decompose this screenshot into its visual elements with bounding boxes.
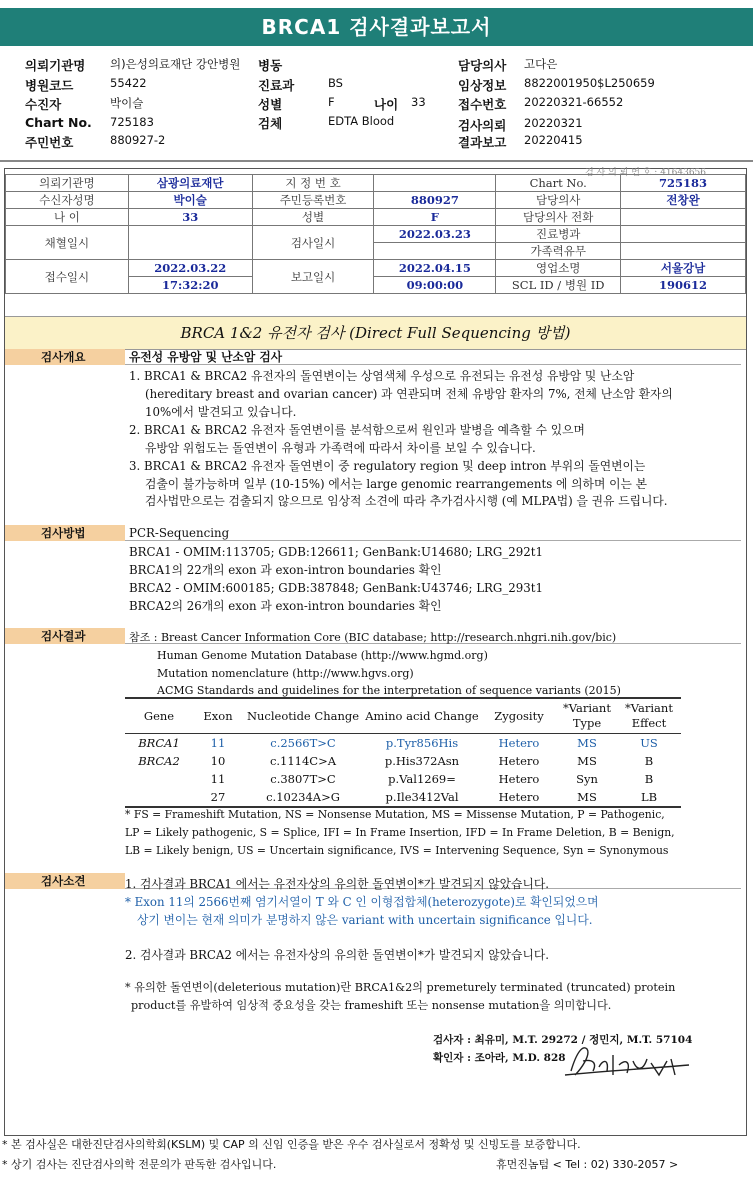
cell: 의뢰기관명 <box>6 175 129 192</box>
method-line: BRCA1의 22개의 exon 과 exon-intron boundaries 확인 <box>129 563 442 577</box>
reference-line: Mutation nomenclature (http://www.hgvs.org) <box>157 667 414 680</box>
cell <box>125 770 193 788</box>
column-header: Amino acid Change <box>363 698 481 734</box>
legend-line: LP = Likely pathogenic, S = Splice, IFI = In Frame Insertion, IFD = In Frame Deletion, B = Benign, <box>125 826 675 839</box>
institution-label: 의뢰기관명 <box>25 58 86 73</box>
department-value: BS <box>328 76 343 90</box>
cell: 접수일시 <box>6 260 129 294</box>
cell: Hetero <box>498 754 540 768</box>
cell <box>621 243 746 260</box>
reference-line: Human Genome Mutation Database (http://www.hgmd.org) <box>157 649 488 662</box>
table-row <box>125 734 681 753</box>
cell: BRCA1 <box>138 736 180 750</box>
footer-contact: 휴먼진놈텀 < Tel : 02) 330-2057 > <box>496 1158 679 1171</box>
overview-label: 검사개요 <box>5 349 125 365</box>
cell: US <box>640 736 658 750</box>
cell: 담당의사 전화 <box>496 209 621 226</box>
cell: 10 <box>210 754 226 768</box>
column-header: Exon <box>193 698 243 734</box>
header-divider <box>0 160 753 162</box>
cell <box>621 209 746 226</box>
cell <box>125 788 193 807</box>
signature-image <box>563 1041 693 1081</box>
recipient-label: 수진자 <box>25 97 62 112</box>
overview-line: 검사법만으로는 검출되지 않으므로 임상적 소견에 따라 추가검사시행 (예 MLPA법) 을 권유 드립니다. <box>145 494 668 508</box>
reference-line: ACMG Standards and guidelines for the interpretation of sequence variants (2015) <box>157 684 621 697</box>
request-number-text: 검 사 의 뢰 번 호 : 41643656 <box>584 168 706 178</box>
cell: 가족력유무 <box>496 243 621 260</box>
footer-note: * 본 검사실은 대한진단검사의학회(KSLM) 및 CAP 의 신임 인증을 받은 우수 검사실로서 정확성 및 신빙도를 보증합니다. <box>2 1138 581 1151</box>
table-row <box>125 788 681 807</box>
cell: 주민등록번호 <box>252 192 374 209</box>
sex-value: F <box>328 95 335 109</box>
finding-line: 1. 검사결과 BRCA1 에서는 유전자상의 유의한 돌연변이*가 발견되지 않았습니다. <box>125 877 549 891</box>
age-value: 33 <box>411 95 426 109</box>
cell <box>621 226 746 243</box>
cell: Hetero <box>481 788 557 807</box>
finding-line: 상기 변이는 현재 의미가 분명하지 않은 variant with uncertain significance 입니다. <box>137 913 593 927</box>
column-header: *Variant Type <box>557 698 617 734</box>
chart-no-label: Chart No. <box>25 115 92 130</box>
finding-line: 2. 검사결과 BRCA2 에서는 유전자상의 유의한 돌연변이*가 발견되지 않았습니다. <box>125 948 549 962</box>
info-table <box>5 174 746 294</box>
specimen-value: EDTA Blood <box>328 114 395 128</box>
finding-line: * 유의한 돌연변이(deleterious mutation)란 BRCA1&2의 premeturely terminated (truncated) protein <box>125 981 676 994</box>
cell: 17:32:20 <box>128 277 252 294</box>
examiner-text: 검사자 : 최유미, M.T. 29272 / 정민지, M.T. 57104 <box>433 1034 693 1046</box>
cell <box>374 243 496 260</box>
overview-line: 10%에서 발견되고 있습니다. <box>145 405 297 419</box>
resident-no-label: 주민번호 <box>25 135 74 150</box>
recipient-value: 박이슬 <box>110 96 144 110</box>
footer-note: * 상기 검사는 진단검사의학 전문의가 판독한 검사입니다. <box>2 1158 277 1171</box>
cell: c.10234A>G <box>243 788 363 807</box>
section-title: BRCA 1&2 유전자 검사 (Direct Full Sequencing 방법) <box>5 316 746 350</box>
confirmer-text: 확인자 : 조아라, M.D. 828 <box>433 1052 566 1064</box>
hospital-code-value: 55422 <box>110 76 147 90</box>
cell: LB <box>617 788 681 807</box>
lab-report <box>4 168 747 1136</box>
resident-no-value: 880927-2 <box>110 133 166 147</box>
cell: SCL ID / 병원 ID <box>496 277 621 294</box>
overview-line: 검출이 불가능하며 일부 (10-15%) 에서는 large genomic rearrangements 에 의하며 이는 본 <box>145 477 648 491</box>
report-title: BRCA1 검사결과보고서 <box>0 8 753 46</box>
cell: c.2566T>C <box>270 736 336 750</box>
cell: 수신자성명 <box>6 192 129 209</box>
department-label: 진료과 <box>258 78 295 93</box>
cell: 09:00:00 <box>374 277 496 294</box>
cell: MS <box>557 788 617 807</box>
cell: 성별 <box>252 209 374 226</box>
result-label: 검사결과 <box>5 628 125 644</box>
overview-line: (hereditary breast and ovarian cancer) 과 연관되며 전체 유방암 환자의 7%, 전체 난소암 환자의 <box>145 387 673 401</box>
cell: p.Tyr856His <box>385 736 459 750</box>
overview-line: 2. BRCA1 & BRCA2 유전자 돌연변이를 분석함으로써 원인과 발병을 예측할 수 있으며 <box>129 423 585 437</box>
cell: 27 <box>193 788 243 807</box>
patient-header <box>0 50 753 154</box>
request-date-label: 검사의뢰 <box>458 118 507 133</box>
cell: Chart No. <box>496 175 621 192</box>
legend-line: * FS = Frameshift Mutation, NS = Nonsense Mutation, MS = Missense Mutation, P = Pathogenic, <box>125 808 665 821</box>
chart-no-value: 725183 <box>110 115 154 129</box>
cell: Hetero <box>498 772 540 786</box>
institution-value: 의)은성의료재단 강안병원 <box>110 57 241 71</box>
clinical-info-value: 8822001950$L250659 <box>524 76 655 90</box>
cell: Syn <box>576 772 598 786</box>
cell <box>128 226 252 260</box>
cell: p.His372Asn <box>384 754 460 768</box>
cell: 11 <box>210 772 226 786</box>
method-label: 검사방법 <box>5 525 125 541</box>
table-row <box>125 752 681 770</box>
age-label: 나이 <box>374 97 399 112</box>
cell: p.Ile3412Val <box>363 788 481 807</box>
cell: 11 <box>210 736 226 750</box>
cell: 진료병과 <box>496 226 621 243</box>
column-header: Nucleotide Change <box>243 698 363 734</box>
cell: 영업소명 <box>496 260 621 277</box>
clinical-info-label: 임상정보 <box>458 78 507 93</box>
method-line: BRCA2의 26개의 exon 과 exon-intron boundaries 확인 <box>129 599 442 613</box>
cell: p.Val1269= <box>388 772 456 786</box>
reference-line: 참조 : Breast Cancer Information Core (BIC database; http://research.nhgri.nih.gov/bic) <box>129 631 617 644</box>
cell: BRCA2 <box>138 754 180 768</box>
cell: 나 이 <box>6 209 129 226</box>
cell: 880927 <box>374 192 496 209</box>
cell: Hetero <box>498 736 540 750</box>
cell: B <box>644 754 654 768</box>
sex-label: 성별 <box>258 97 283 112</box>
cell: 검사일시 <box>252 226 374 260</box>
cell: MS <box>577 736 597 750</box>
cell: c.3807T>C <box>270 772 336 786</box>
cell: 전창완 <box>621 192 746 209</box>
method-line: BRCA2 - OMIM:600185; GDB:387848; GenBank:U43746; LRG_293t1 <box>129 581 544 595</box>
specimen-label: 검체 <box>258 116 283 131</box>
receipt-no-label: 접수번호 <box>458 97 507 112</box>
column-header: *Variant Effect <box>617 698 681 734</box>
cell: 박이슬 <box>128 192 252 209</box>
cell: 33 <box>128 209 252 226</box>
finding-line: * Exon 11의 2566번째 염기서열이 T 와 C 인 이형접합체(heterozygote)로 확인되었으며 <box>125 895 599 909</box>
cell: F <box>374 209 496 226</box>
column-header: Zygosity <box>481 698 557 734</box>
cell: 2022.03.22 <box>128 260 252 277</box>
cell: B <box>644 772 654 786</box>
legend-line: LB = Likely benign, US = Uncertain significance, IVS = Intervening Sequence, Syn = Synonymous <box>125 844 669 857</box>
table-row <box>125 770 681 788</box>
cell: 채혈일시 <box>6 226 129 260</box>
hospital-code-label: 병원코드 <box>25 78 74 93</box>
finding-line: product를 유발하여 임상적 중요성을 갖는 frameshift 또는 nonsense mutation을 의미합니다. <box>131 999 612 1012</box>
report-date-value: 20220415 <box>524 133 583 147</box>
overview-heading: 유전성 유방암 및 난소암 검사 <box>129 350 283 364</box>
cell: 삼광의료재단 <box>128 175 252 192</box>
method-line: BRCA1 - OMIM:113705; GDB:126611; GenBank:U14680; LRG_292t1 <box>129 545 544 559</box>
cell: c.1114C>A <box>269 754 337 768</box>
findings-label: 검사소견 <box>5 873 125 889</box>
cell: 2022.04.15 <box>374 260 496 277</box>
cell: 보고일시 <box>252 260 374 294</box>
receipt-no-value: 20220321-66552 <box>524 95 624 109</box>
overview-line: 3. BRCA1 & BRCA2 유전자 돌연변이 중 regulatory region 및 deep intron 부위의 돌연변이는 <box>129 459 646 473</box>
ward-label: 병동 <box>258 58 283 73</box>
cell: 725183 <box>621 175 746 192</box>
cell <box>374 175 496 192</box>
cell: 190612 <box>621 277 746 294</box>
cell: 2022.03.23 <box>374 226 496 243</box>
overview-line: 1. BRCA1 & BRCA2 유전자의 돌연변이는 상염색체 우성으로 유전되는 유전성 유방암 및 난소암 <box>129 369 635 383</box>
cell: 서울강남 <box>621 260 746 277</box>
method-line: PCR-Sequencing <box>129 526 230 540</box>
doctor-label: 담당의사 <box>458 58 507 73</box>
cell: 담당의사 <box>496 192 621 209</box>
request-date-value: 20220321 <box>524 116 583 130</box>
variant-table <box>125 697 681 808</box>
cell: 지 정 번 호 <box>252 175 374 192</box>
column-header: Gene <box>125 698 193 734</box>
doctor-value: 고다은 <box>524 57 558 71</box>
overview-line: 유방암 위험도는 돌연변이 유형과 가족력에 따라서 차이를 보일 수 있습니다. <box>145 441 536 455</box>
report-date-label: 결과보고 <box>458 135 507 150</box>
cell: MS <box>577 754 597 768</box>
